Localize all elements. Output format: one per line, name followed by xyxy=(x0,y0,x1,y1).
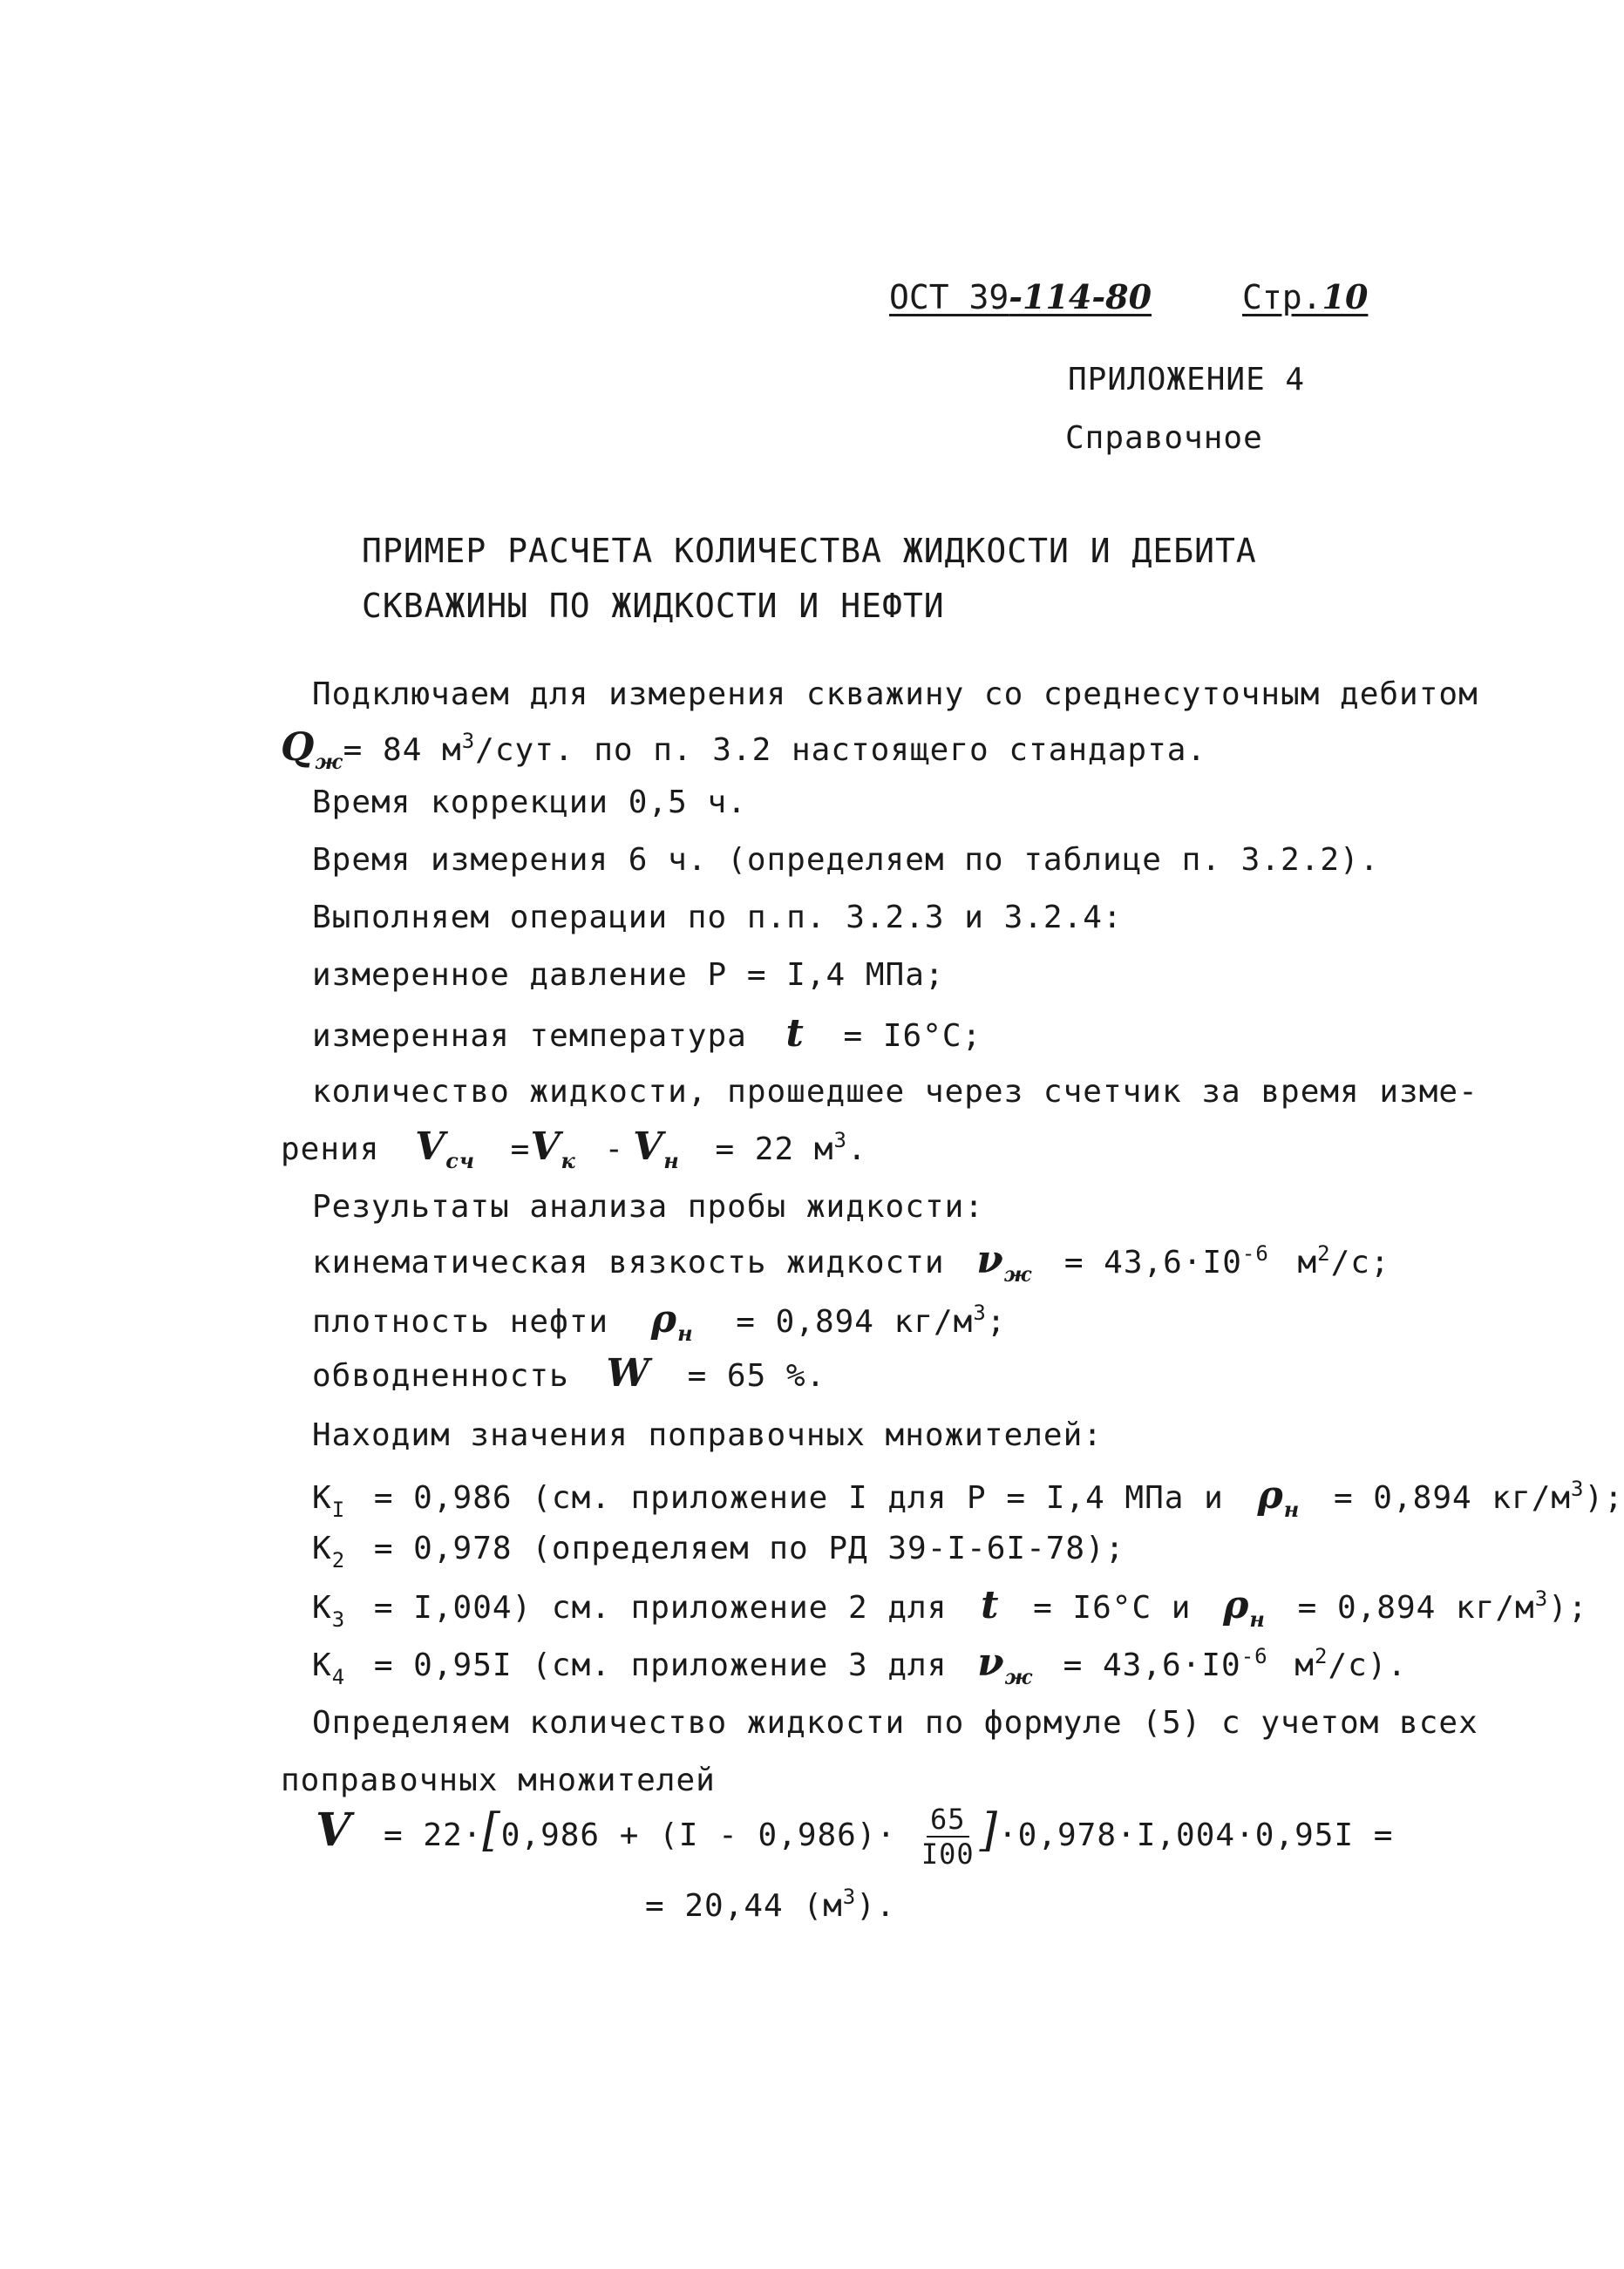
formula-line: V = 22·[0,986 + (I - 0,986)· $\frac{65}{I00}$ ]·0,978·I,004·0,95I = xyxy=(316,1803,1394,1871)
body-line: рения $V_{сч} =V_к - V_н = 22$ $м^3$. xyxy=(281,1124,867,1173)
body-line: Находим значения поправочных множителей: xyxy=(312,1417,1103,1453)
water-cut-fraction: $\frac{65}{I00}$ xyxy=(921,1803,975,1871)
body-line: Время измерения 6 ч. (определяем по таблице п. 3.2.2). xyxy=(312,842,1380,878)
body-line: $Q_ж= 84$ $м^3$/сут. по п. 3.2 настоящего стандарта. xyxy=(281,725,1207,774)
close-bracket: ] xyxy=(979,1804,998,1857)
volume-start-symbol: $V_н$ xyxy=(633,1124,680,1173)
body-line: Подключаем для измерения скважину со среднесуточным дебитом xyxy=(312,676,1478,712)
body-line: измеренная температура t = I6°С; xyxy=(312,1011,982,1056)
appendix-kind: Справочное xyxy=(1065,420,1263,456)
viscosity-symbol: $\nu_ж$ xyxy=(977,1641,1033,1689)
volume-symbol: V xyxy=(316,1804,352,1857)
page-number: 10 xyxy=(1322,277,1369,316)
page-number-label: Стр.10 xyxy=(1242,277,1369,316)
body-line: обводненность W = 65 %. xyxy=(312,1351,826,1396)
doc-code: ОСТ 39 xyxy=(889,278,1009,316)
body-line: плотность нефти $\rho_н = 0,894$ $кг/м^3$; xyxy=(312,1297,1007,1346)
body-line: измеренное давление Р = I,4 МПа; xyxy=(312,957,945,993)
page-title-line-1: ПРИМЕР РАСЧЕТА КОЛИЧЕСТВА ЖИДКОСТИ И ДЕБИТА xyxy=(362,532,1257,570)
body-line: $К_3 = I,004$) см. приложение 2 для t = I6°С и $\rho_н = 0,894$ $кг/м^3$); xyxy=(312,1583,1588,1632)
body-line: $К_2 = 0,978$ (определяем по РД 39-I-6I-78); xyxy=(312,1531,1125,1573)
density-symbol: $\rho_н$ xyxy=(1223,1583,1266,1632)
body-line: количество жидкости, прошедшее через счетчик за время изме- xyxy=(312,1074,1478,1110)
doc-number: -114-80 xyxy=(1009,277,1152,316)
volume-counter-symbol: $V_{сч}$ xyxy=(415,1124,475,1173)
body-line: кинематическая вязкость жидкости $\nu_ж = 43,6\cdot I0^{-6}$ $м^2/с$; xyxy=(312,1238,1390,1287)
body-line: Время коррекции 0,5 ч. xyxy=(312,785,747,820)
viscosity-symbol: $\nu_ж$ xyxy=(976,1238,1033,1287)
body-line: $К_4 = 0,95I$ (см. приложение 3 для $\nu_ж = 43,6\cdot I0^{-6}$ $м^2/с$). xyxy=(312,1641,1408,1689)
density-symbol: $\rho_н$ xyxy=(650,1297,694,1346)
temperature-symbol: t xyxy=(981,1583,1000,1627)
body-line: Результаты анализа пробы жидкости: xyxy=(312,1189,984,1225)
water-cut-symbol: W xyxy=(606,1351,650,1396)
volume-end-symbol: $V_к$ xyxy=(530,1124,576,1173)
body-line: $К_I = 0,986$ (см. приложение I для Р = I,4 МПа и $\rho_н = 0,894$ $кг/м^3$); xyxy=(312,1473,1624,1522)
formula-result: = 20,44 $(м^3)$. xyxy=(645,1885,896,1924)
appendix-label: ПРИЛОЖЕНИЕ 4 xyxy=(1068,362,1306,397)
density-symbol: $\rho_н$ xyxy=(1257,1473,1301,1522)
body-line: Определяем количество жидкости по формуле (5) с учетом всех xyxy=(312,1705,1478,1741)
open-bracket: [ xyxy=(482,1804,501,1857)
body-line: поправочных множителей xyxy=(281,1763,716,1798)
body-line: Выполняем операции по п.п. 3.2.3 и 3.2.4: xyxy=(312,900,1123,935)
flow-rate-symbol: $Q_ж$ xyxy=(281,725,343,774)
page-title-line-2: СКВАЖИНЫ ПО ЖИДКОСТИ И НЕФТИ xyxy=(362,587,945,625)
doc-header xyxy=(889,277,1152,316)
temperature-symbol: t xyxy=(785,1011,805,1056)
